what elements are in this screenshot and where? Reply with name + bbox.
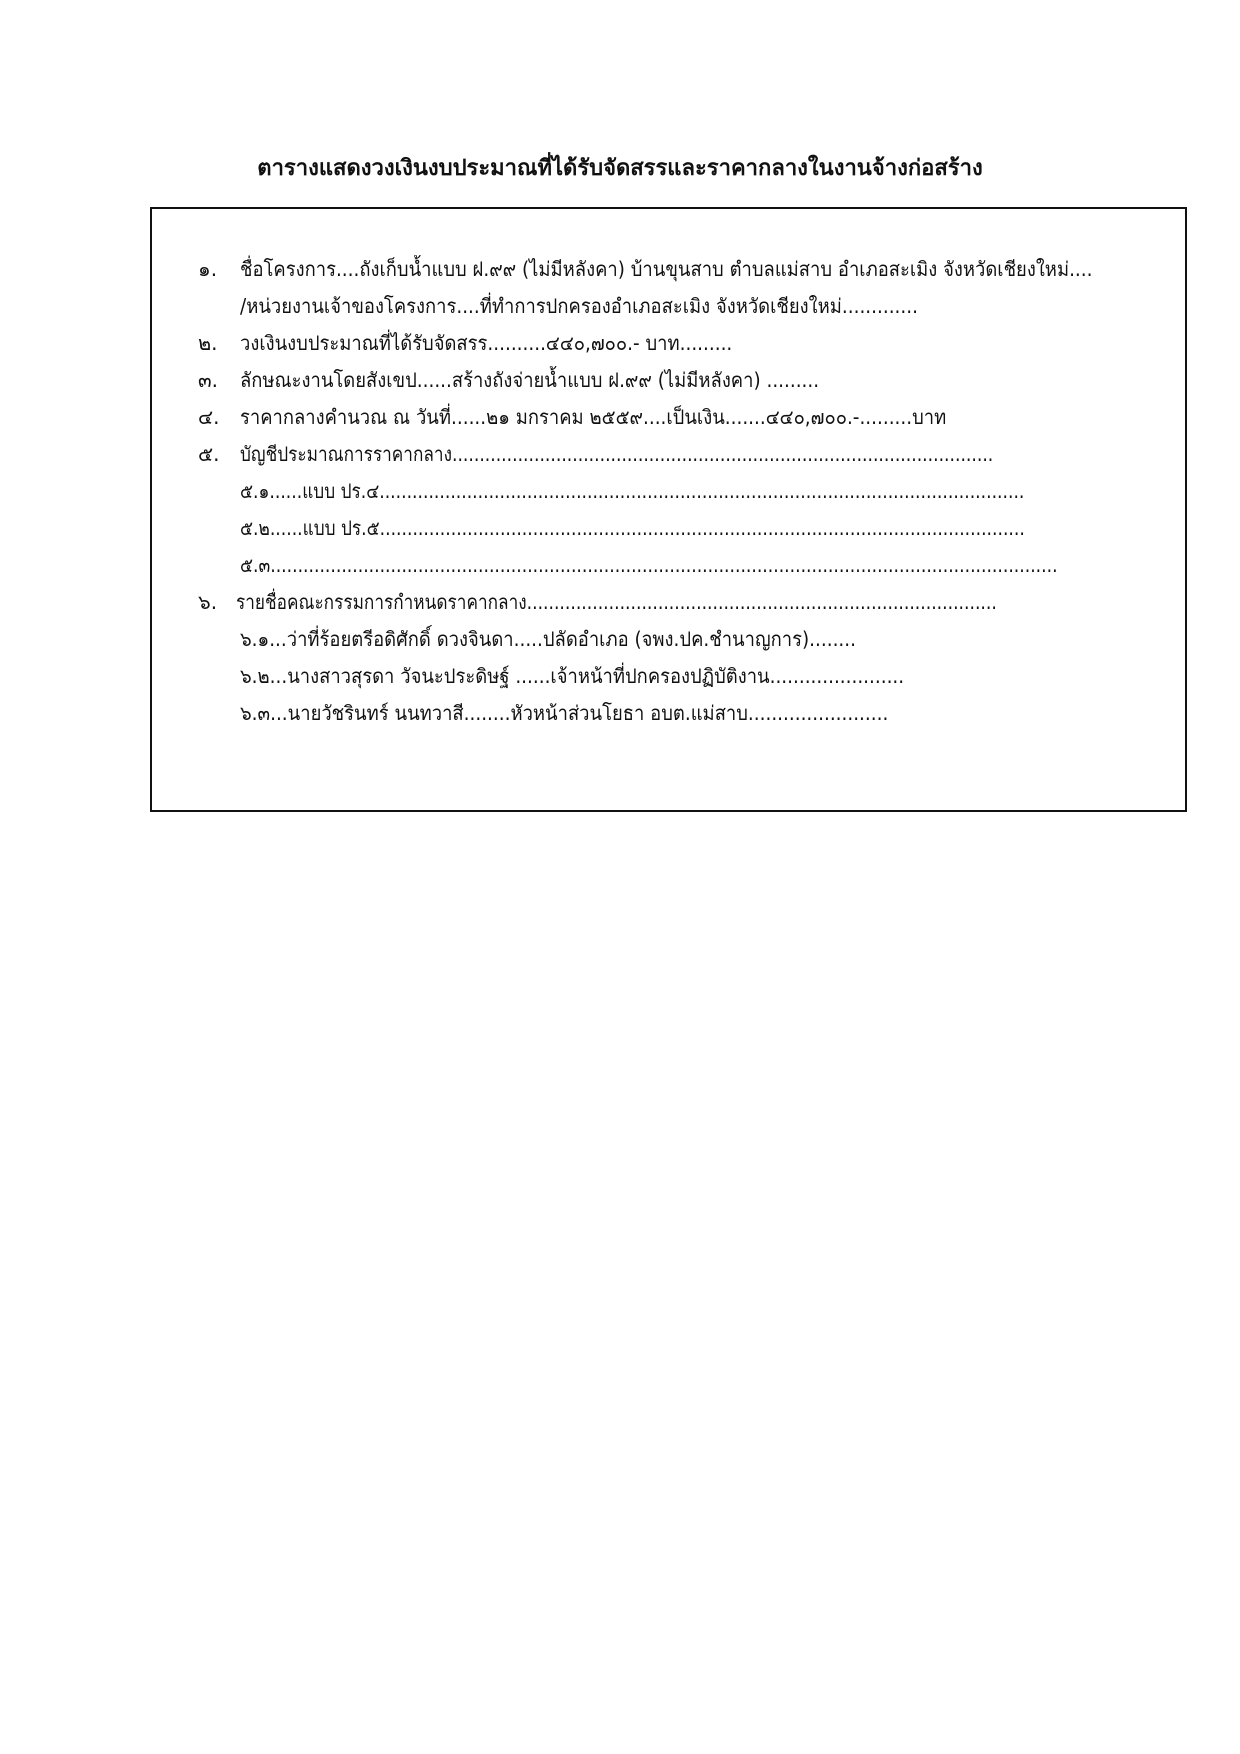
item-5-3 [198, 551, 1191, 579]
item-text: ชื่อโครงการ....ถังเก็บน้ำแบบ ฝ.๙๙ (ไม่มีหลังคา) บ้านขุนสาบ ตำบลแม่สาบ อำเภอสะเมิง จังหวัดเชียงใหม่.... [240, 257, 1093, 281]
item-5 [198, 440, 1116, 468]
item-4 [198, 403, 1008, 431]
item-6-1 [198, 625, 910, 653]
item-text: /หน่วยงานเจ้าของโครงการ....ที่ทำการปกครองอำเภอสะเมิง จังหวัดเชียงใหม่............. [240, 294, 918, 318]
item-text: รายชื่อคณะกรรมการกำหนดราคากลาง...................................................................................... [236, 590, 997, 614]
item-6-2 [198, 662, 962, 690]
item-number: ๔. [198, 405, 220, 429]
item-text: ๕.๓................................................................................................................................................ [240, 553, 1058, 577]
item-3 [198, 366, 869, 394]
item-number: ๕. [198, 442, 220, 466]
item-2 [198, 329, 775, 357]
item-6 [198, 588, 1121, 616]
item-text: ๕.๒......แบบ ปร.๕...................................................................................................................... [240, 516, 1025, 540]
item-text: วงเงินงบประมาณที่ได้รับจัดสรร..........๔๔๐,๗๐๐.- บาท......... [240, 331, 733, 355]
item-text: ๖.๒...นางสาวสุรดา วัจนะประดิษฐ์ ......เจ้าหน้าที่ปกครองปฏิบัติงาน....................... [240, 664, 905, 688]
item-6-3 [198, 699, 945, 727]
item-text: ๕.๑......แบบ ปร.๔...................................................................................................................... [240, 479, 1025, 503]
item-text: บัญชีประมาณการราคากลาง................................................................................................... [240, 442, 994, 466]
item-number: ๓. [198, 368, 219, 392]
item-text: ๖.๓...นายวัชรินทร์ นนทวาสี........หัวหน้าส่วนโยธา อบต.แม่สาบ........................ [240, 701, 889, 725]
page-title: ตารางแสดงวงเงินงบประมาณที่ได้รับจัดสรรและราคากลางในงานจ้างก่อสร้าง [257, 156, 983, 181]
item-number: ๒. [198, 331, 218, 355]
item-1-continued [198, 292, 977, 320]
item-5-2 [198, 514, 1153, 542]
item-1 [198, 255, 1183, 283]
item-text: ลักษณะงานโดยสังเขป......สร้างถังจ่ายน้ำแบบ ฝ.๙๙ (ไม่มีหลังคา) ......... [240, 368, 820, 392]
item-number: ๖. [198, 590, 218, 614]
item-number: ๑. [198, 257, 218, 281]
item-text: ๖.๑...ว่าที่ร้อยตรีอดิศักดิ์ ดวงจินดา.....ปลัดอำเภอ (จพง.ปค.ชำนาญการ)........ [240, 627, 856, 651]
item-5-1 [198, 477, 1152, 505]
item-text: ราคากลางคำนวณ ณ วันที่......๒๑ มกราคม ๒๕๕๙....เป็นเงิน.......๔๔๐,๗๐๐.-.........บาท [240, 405, 947, 429]
